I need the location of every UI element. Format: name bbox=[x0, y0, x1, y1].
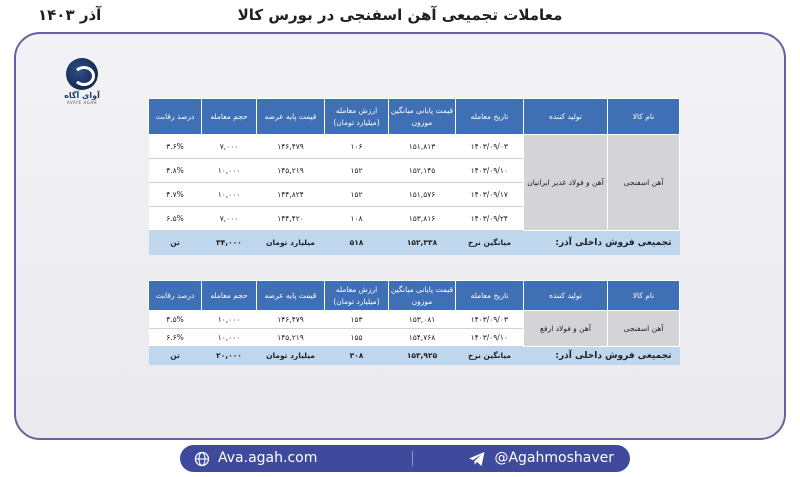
website-text: Ava.agah.com bbox=[218, 450, 318, 466]
final-price-cell: ۱۵۲,۱۴۵ bbox=[389, 159, 456, 183]
col-header: قیمت پایه عرضه bbox=[257, 281, 325, 311]
competition-cell: ۶.۵% bbox=[149, 207, 202, 231]
table-row bbox=[149, 311, 680, 329]
base-price-cell: ۱۴۴,۸۲۴ bbox=[257, 183, 325, 207]
col-header: قیمت پایانی میانگین موزون bbox=[389, 281, 456, 311]
final-price-cell: ۱۵۳,۸۱۶ bbox=[389, 207, 456, 231]
volume-cell: ۱۰,۰۰۰ bbox=[202, 329, 257, 347]
summary-value: ۳۰۸ bbox=[325, 347, 389, 365]
col-header: قیمت پایه عرضه bbox=[257, 99, 325, 135]
product-cell: آهن اسفنجی bbox=[608, 135, 680, 231]
summary-avg-label: میانگین نرخ bbox=[456, 231, 524, 255]
value-cell: ۱۵۲ bbox=[325, 159, 389, 183]
final-price-cell: ۱۵۴,۷۶۸ bbox=[389, 329, 456, 347]
date-cell: ۱۴۰۳/۰۹/۰۳ bbox=[456, 135, 524, 159]
competition-cell: ۳.۶% bbox=[149, 135, 202, 159]
col-header: حجم معامله bbox=[202, 99, 257, 135]
competition-cell: ۴.۸% bbox=[149, 159, 202, 183]
summary-label: تجمیعی فروش داخلی آذر: bbox=[524, 347, 680, 365]
competition-cell: ۴.۷% bbox=[149, 183, 202, 207]
summary-volume: ۳۴,۰۰۰ bbox=[202, 231, 257, 255]
col-header: تاریخ معامله bbox=[456, 99, 524, 135]
logo-name-en: AVAYE AGAH bbox=[66, 100, 98, 105]
logo-emblem-icon bbox=[66, 58, 98, 90]
table-header-row bbox=[149, 281, 680, 311]
table-header-row bbox=[149, 99, 680, 135]
globe-icon bbox=[194, 451, 210, 467]
trades-table-arfa bbox=[148, 280, 680, 365]
product-cell: آهن اسفنجی bbox=[608, 311, 680, 347]
base-price-cell: ۱۴۵,۲۱۹ bbox=[257, 159, 325, 183]
value-cell: ۱۰۸ bbox=[325, 207, 389, 231]
telegram-link[interactable] bbox=[468, 445, 614, 472]
base-price-cell: ۱۴۶,۴۷۹ bbox=[257, 311, 325, 329]
table-row bbox=[149, 135, 680, 159]
col-header: ارزش معامله (میلیارد تومان) bbox=[325, 281, 389, 311]
col-header: تولید کننده bbox=[524, 281, 608, 311]
summary-value-unit: میلیارد تومان bbox=[257, 231, 325, 255]
final-price-cell: ۱۵۱,۵۷۶ bbox=[389, 183, 456, 207]
date-cell: ۱۴۰۳/۰۹/۲۴ bbox=[456, 207, 524, 231]
col-header: درصد رقابت bbox=[149, 281, 202, 311]
base-price-cell: ۱۴۶,۴۷۹ bbox=[257, 135, 325, 159]
trades-table-ghadir bbox=[148, 98, 680, 255]
col-header: ارزش معامله (میلیارد تومان) bbox=[325, 99, 389, 135]
summary-row bbox=[149, 347, 680, 365]
summary-value: ۵۱۸ bbox=[325, 231, 389, 255]
volume-cell: ۱۰,۰۰۰ bbox=[202, 159, 257, 183]
col-header: قیمت پایانی میانگین موزون bbox=[389, 99, 456, 135]
telegram-icon bbox=[468, 451, 486, 467]
summary-volume-unit: تن bbox=[149, 347, 202, 365]
volume-cell: ۱۰,۰۰۰ bbox=[202, 183, 257, 207]
value-cell: ۱۵۵ bbox=[325, 329, 389, 347]
col-header: نام کالا bbox=[608, 281, 680, 311]
col-header: حجم معامله bbox=[202, 281, 257, 311]
date-cell: ۱۴۰۳/۰۹/۱۷ bbox=[456, 183, 524, 207]
producer-cell: آهن و فولاد غدیر ایرانیان bbox=[524, 135, 608, 231]
summary-label: تجمیعی فروش داخلی آذر: bbox=[524, 231, 680, 255]
competition-cell: ۴.۵% bbox=[149, 311, 202, 329]
summary-value-unit: میلیارد تومان bbox=[257, 347, 325, 365]
competition-cell: ۶.۶% bbox=[149, 329, 202, 347]
volume-cell: ۷,۰۰۰ bbox=[202, 135, 257, 159]
telegram-text: @Agahmoshaver bbox=[494, 450, 614, 466]
summary-avg-price: ۱۵۲,۳۳۸ bbox=[389, 231, 456, 255]
summary-row bbox=[149, 231, 680, 255]
summary-volume-unit: تن bbox=[149, 231, 202, 255]
date-cell: ۱۴۰۳/۰۹/۱۰ bbox=[456, 329, 524, 347]
page-title: معاملات تجمیعی آهن اسفنجی در بورس کالا bbox=[237, 6, 563, 24]
value-cell: ۱۰۶ bbox=[325, 135, 389, 159]
volume-cell: ۷,۰۰۰ bbox=[202, 207, 257, 231]
footer-bar bbox=[180, 445, 630, 472]
value-cell: ۱۵۳ bbox=[325, 311, 389, 329]
col-header: نام کالا bbox=[608, 99, 680, 135]
website-link[interactable] bbox=[194, 445, 317, 472]
brand-logo bbox=[60, 58, 104, 104]
summary-volume: ۲۰,۰۰۰ bbox=[202, 347, 257, 365]
value-cell: ۱۵۲ bbox=[325, 183, 389, 207]
final-price-cell: ۱۵۱,۸۱۳ bbox=[389, 135, 456, 159]
volume-cell: ۱۰,۰۰۰ bbox=[202, 311, 257, 329]
date-cell: ۱۴۰۳/۰۹/۰۳ bbox=[456, 311, 524, 329]
summary-avg-price: ۱۵۳,۹۲۵ bbox=[389, 347, 456, 365]
date-cell: ۱۴۰۳/۰۹/۱۰ bbox=[456, 159, 524, 183]
summary-avg-label: میانگین نرخ bbox=[456, 347, 524, 365]
footer-divider bbox=[412, 451, 413, 466]
producer-cell: آهن و فولاد ارفع bbox=[524, 311, 608, 347]
logo-name-fa: آوای آگاه bbox=[64, 91, 100, 100]
header-date: آذر ۱۴۰۳ bbox=[38, 6, 102, 24]
base-price-cell: ۱۴۵,۲۱۹ bbox=[257, 329, 325, 347]
final-price-cell: ۱۵۳,۰۸۱ bbox=[389, 311, 456, 329]
col-header: تولید کننده bbox=[524, 99, 608, 135]
col-header: تاریخ معامله bbox=[456, 281, 524, 311]
col-header: درصد رقابت bbox=[149, 99, 202, 135]
header bbox=[0, 0, 800, 32]
base-price-cell: ۱۴۴,۴۲۰ bbox=[257, 207, 325, 231]
